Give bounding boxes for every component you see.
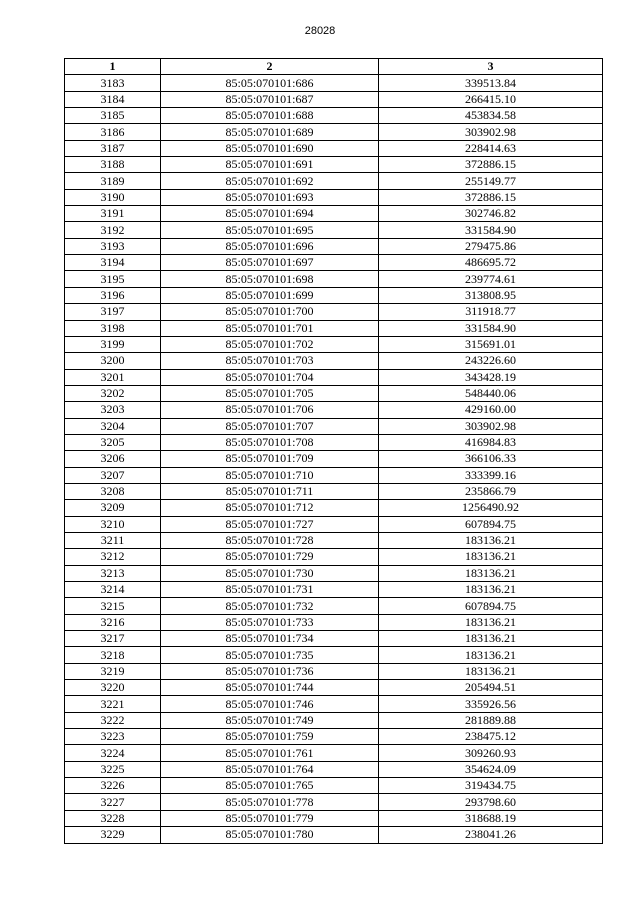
table-row xyxy=(65,385,603,401)
value-cell: 183136.21 xyxy=(379,582,603,598)
cadastral-number-cell: 85:05:070101:734 xyxy=(161,631,379,647)
table-row xyxy=(65,451,603,467)
row-number-cell: 3219 xyxy=(65,663,161,679)
row-number-cell: 3204 xyxy=(65,418,161,434)
row-number-cell: 3215 xyxy=(65,598,161,614)
row-number-cell: 3203 xyxy=(65,402,161,418)
row-number-cell: 3194 xyxy=(65,255,161,271)
row-number-cell: 3188 xyxy=(65,157,161,173)
column-header-3: 3 xyxy=(379,59,603,75)
cadastral-number-cell: 85:05:070101:765 xyxy=(161,778,379,794)
table-row xyxy=(65,238,603,254)
value-cell: 239774.61 xyxy=(379,271,603,287)
cadastral-number-cell: 85:05:070101:705 xyxy=(161,385,379,401)
row-number-cell: 3201 xyxy=(65,369,161,385)
table-row xyxy=(65,206,603,222)
value-cell: 243226.60 xyxy=(379,353,603,369)
row-number-cell: 3220 xyxy=(65,680,161,696)
value-cell: 183136.21 xyxy=(379,647,603,663)
row-number-cell: 3228 xyxy=(65,810,161,826)
row-number-cell: 3196 xyxy=(65,287,161,303)
cadastral-number-cell: 85:05:070101:709 xyxy=(161,451,379,467)
value-cell: 266415.10 xyxy=(379,91,603,107)
table-row xyxy=(65,778,603,794)
table-row xyxy=(65,745,603,761)
cadastral-number-cell: 85:05:070101:700 xyxy=(161,304,379,320)
value-cell: 354624.09 xyxy=(379,761,603,777)
cadastral-number-cell: 85:05:070101:687 xyxy=(161,91,379,107)
table-row xyxy=(65,680,603,696)
table-row xyxy=(65,827,603,843)
cadastral-number-cell: 85:05:070101:699 xyxy=(161,287,379,303)
value-cell: 318688.19 xyxy=(379,810,603,826)
table-row xyxy=(65,91,603,107)
row-number-cell: 3205 xyxy=(65,434,161,450)
cadastral-number-cell: 85:05:070101:693 xyxy=(161,189,379,205)
cadastral-number-cell: 85:05:070101:732 xyxy=(161,598,379,614)
row-number-cell: 3189 xyxy=(65,173,161,189)
value-cell: 486695.72 xyxy=(379,255,603,271)
table-row xyxy=(65,271,603,287)
table-row xyxy=(65,663,603,679)
row-number-cell: 3208 xyxy=(65,483,161,499)
cadastral-number-cell: 85:05:070101:703 xyxy=(161,353,379,369)
value-cell: 429160.00 xyxy=(379,402,603,418)
table-row xyxy=(65,483,603,499)
cadastral-number-cell: 85:05:070101:779 xyxy=(161,810,379,826)
table-row xyxy=(65,320,603,336)
row-number-cell: 3202 xyxy=(65,385,161,401)
value-cell: 183136.21 xyxy=(379,532,603,548)
cadastral-number-cell: 85:05:070101:692 xyxy=(161,173,379,189)
table-row xyxy=(65,631,603,647)
value-cell: 607894.75 xyxy=(379,598,603,614)
value-cell: 453834.58 xyxy=(379,108,603,124)
value-cell: 183136.21 xyxy=(379,663,603,679)
value-cell: 235866.79 xyxy=(379,483,603,499)
cadastral-number-cell: 85:05:070101:704 xyxy=(161,369,379,385)
row-number-cell: 3192 xyxy=(65,222,161,238)
cadastral-number-cell: 85:05:070101:730 xyxy=(161,565,379,581)
value-cell: 607894.75 xyxy=(379,516,603,532)
row-number-cell: 3209 xyxy=(65,500,161,516)
value-cell: 315691.01 xyxy=(379,336,603,352)
value-cell: 303902.98 xyxy=(379,418,603,434)
value-cell: 302746.82 xyxy=(379,206,603,222)
page-number: 28028 xyxy=(304,25,336,37)
cadastral-number-cell: 85:05:070101:702 xyxy=(161,336,379,352)
value-cell: 343428.19 xyxy=(379,369,603,385)
table-row xyxy=(65,532,603,548)
cadastral-number-cell: 85:05:070101:695 xyxy=(161,222,379,238)
cadastral-number-cell: 85:05:070101:694 xyxy=(161,206,379,222)
column-header-2: 2 xyxy=(161,59,379,75)
row-number-cell: 3184 xyxy=(65,91,161,107)
table-row xyxy=(65,369,603,385)
table-row xyxy=(65,500,603,516)
value-cell: 335926.56 xyxy=(379,696,603,712)
row-number-cell: 3216 xyxy=(65,614,161,630)
value-cell: 183136.21 xyxy=(379,565,603,581)
row-number-cell: 3195 xyxy=(65,271,161,287)
cadastral-number-cell: 85:05:070101:780 xyxy=(161,827,379,843)
value-cell: 372886.15 xyxy=(379,157,603,173)
value-cell: 331584.90 xyxy=(379,222,603,238)
row-number-cell: 3210 xyxy=(65,516,161,532)
value-cell: 366106.33 xyxy=(379,451,603,467)
cadastral-number-cell: 85:05:070101:707 xyxy=(161,418,379,434)
cadastral-number-cell: 85:05:070101:727 xyxy=(161,516,379,532)
cadastral-number-cell: 85:05:070101:749 xyxy=(161,712,379,728)
table-row xyxy=(65,124,603,140)
value-cell: 372886.15 xyxy=(379,189,603,205)
row-number-cell: 3190 xyxy=(65,189,161,205)
cadastral-number-cell: 85:05:070101:735 xyxy=(161,647,379,663)
value-cell: 311918.77 xyxy=(379,304,603,320)
cadastral-number-cell: 85:05:070101:778 xyxy=(161,794,379,810)
value-cell: 293798.60 xyxy=(379,794,603,810)
row-number-cell: 3193 xyxy=(65,238,161,254)
value-cell: 1256490.92 xyxy=(379,500,603,516)
table-row xyxy=(65,696,603,712)
cadastral-number-cell: 85:05:070101:706 xyxy=(161,402,379,418)
cadastral-number-cell: 85:05:070101:689 xyxy=(161,124,379,140)
row-number-cell: 3217 xyxy=(65,631,161,647)
row-number-cell: 3223 xyxy=(65,729,161,745)
table-row xyxy=(65,729,603,745)
table-row xyxy=(65,255,603,271)
row-number-cell: 3226 xyxy=(65,778,161,794)
table-row xyxy=(65,582,603,598)
table-row xyxy=(65,614,603,630)
value-cell: 183136.21 xyxy=(379,549,603,565)
table-row xyxy=(65,353,603,369)
value-cell: 281889.88 xyxy=(379,712,603,728)
row-number-cell: 3185 xyxy=(65,108,161,124)
table-row xyxy=(65,222,603,238)
value-cell: 303902.98 xyxy=(379,124,603,140)
table-row xyxy=(65,516,603,532)
row-number-cell: 3229 xyxy=(65,827,161,843)
table-row xyxy=(65,157,603,173)
cadastral-number-cell: 85:05:070101:710 xyxy=(161,467,379,483)
cadastral-number-cell: 85:05:070101:759 xyxy=(161,729,379,745)
row-number-cell: 3207 xyxy=(65,467,161,483)
row-number-cell: 3183 xyxy=(65,75,161,91)
row-number-cell: 3200 xyxy=(65,353,161,369)
value-cell: 416984.83 xyxy=(379,434,603,450)
cadastral-number-cell: 85:05:070101:764 xyxy=(161,761,379,777)
cadastral-number-cell: 85:05:070101:690 xyxy=(161,140,379,156)
cadastral-number-cell: 85:05:070101:701 xyxy=(161,320,379,336)
row-number-cell: 3197 xyxy=(65,304,161,320)
row-number-cell: 3191 xyxy=(65,206,161,222)
column-header-1: 1 xyxy=(65,59,161,75)
cadastral-number-cell: 85:05:070101:731 xyxy=(161,582,379,598)
row-number-cell: 3218 xyxy=(65,647,161,663)
table-header-row xyxy=(65,59,603,75)
value-cell: 279475.86 xyxy=(379,238,603,254)
cadastral-number-cell: 85:05:070101:708 xyxy=(161,434,379,450)
cadastral-number-cell: 85:05:070101:697 xyxy=(161,255,379,271)
value-cell: 333399.16 xyxy=(379,467,603,483)
value-cell: 183136.21 xyxy=(379,614,603,630)
row-number-cell: 3227 xyxy=(65,794,161,810)
value-cell: 313808.95 xyxy=(379,287,603,303)
table-row xyxy=(65,108,603,124)
table-row xyxy=(65,647,603,663)
table-row xyxy=(65,140,603,156)
row-number-cell: 3198 xyxy=(65,320,161,336)
table-row xyxy=(65,418,603,434)
table-row xyxy=(65,810,603,826)
cadastral-number-cell: 85:05:070101:733 xyxy=(161,614,379,630)
value-cell: 309260.93 xyxy=(379,745,603,761)
cadastral-number-cell: 85:05:070101:691 xyxy=(161,157,379,173)
row-number-cell: 3212 xyxy=(65,549,161,565)
table-row xyxy=(65,287,603,303)
value-cell: 183136.21 xyxy=(379,631,603,647)
cadastral-number-cell: 85:05:070101:746 xyxy=(161,696,379,712)
table-row xyxy=(65,304,603,320)
row-number-cell: 3187 xyxy=(65,140,161,156)
table-row xyxy=(65,336,603,352)
value-cell: 205494.51 xyxy=(379,680,603,696)
table-row xyxy=(65,794,603,810)
table-row xyxy=(65,467,603,483)
cadastral-number-cell: 85:05:070101:711 xyxy=(161,483,379,499)
cadastral-number-cell: 85:05:070101:696 xyxy=(161,238,379,254)
data-table xyxy=(64,58,603,844)
row-number-cell: 3225 xyxy=(65,761,161,777)
row-number-cell: 3186 xyxy=(65,124,161,140)
cadastral-number-cell: 85:05:070101:712 xyxy=(161,500,379,516)
value-cell: 255149.77 xyxy=(379,173,603,189)
table-row xyxy=(65,434,603,450)
row-number-cell: 3222 xyxy=(65,712,161,728)
value-cell: 548440.06 xyxy=(379,385,603,401)
table-row xyxy=(65,598,603,614)
row-number-cell: 3213 xyxy=(65,565,161,581)
cadastral-number-cell: 85:05:070101:688 xyxy=(161,108,379,124)
table-row xyxy=(65,173,603,189)
row-number-cell: 3206 xyxy=(65,451,161,467)
row-number-cell: 3199 xyxy=(65,336,161,352)
value-cell: 238041.26 xyxy=(379,827,603,843)
cadastral-number-cell: 85:05:070101:686 xyxy=(161,75,379,91)
cadastral-number-cell: 85:05:070101:761 xyxy=(161,745,379,761)
table-row xyxy=(65,712,603,728)
value-cell: 228414.63 xyxy=(379,140,603,156)
table-row xyxy=(65,565,603,581)
cadastral-number-cell: 85:05:070101:728 xyxy=(161,532,379,548)
value-cell: 331584.90 xyxy=(379,320,603,336)
row-number-cell: 3211 xyxy=(65,532,161,548)
cadastral-number-cell: 85:05:070101:698 xyxy=(161,271,379,287)
value-cell: 339513.84 xyxy=(379,75,603,91)
value-cell: 319434.75 xyxy=(379,778,603,794)
table-row xyxy=(65,402,603,418)
cadastral-number-cell: 85:05:070101:729 xyxy=(161,549,379,565)
row-number-cell: 3221 xyxy=(65,696,161,712)
row-number-cell: 3224 xyxy=(65,745,161,761)
value-cell: 238475.12 xyxy=(379,729,603,745)
table-body xyxy=(65,75,603,843)
table-row xyxy=(65,549,603,565)
table-row xyxy=(65,761,603,777)
table-row xyxy=(65,189,603,205)
cadastral-number-cell: 85:05:070101:736 xyxy=(161,663,379,679)
row-number-cell: 3214 xyxy=(65,582,161,598)
table-row xyxy=(65,75,603,91)
cadastral-number-cell: 85:05:070101:744 xyxy=(161,680,379,696)
